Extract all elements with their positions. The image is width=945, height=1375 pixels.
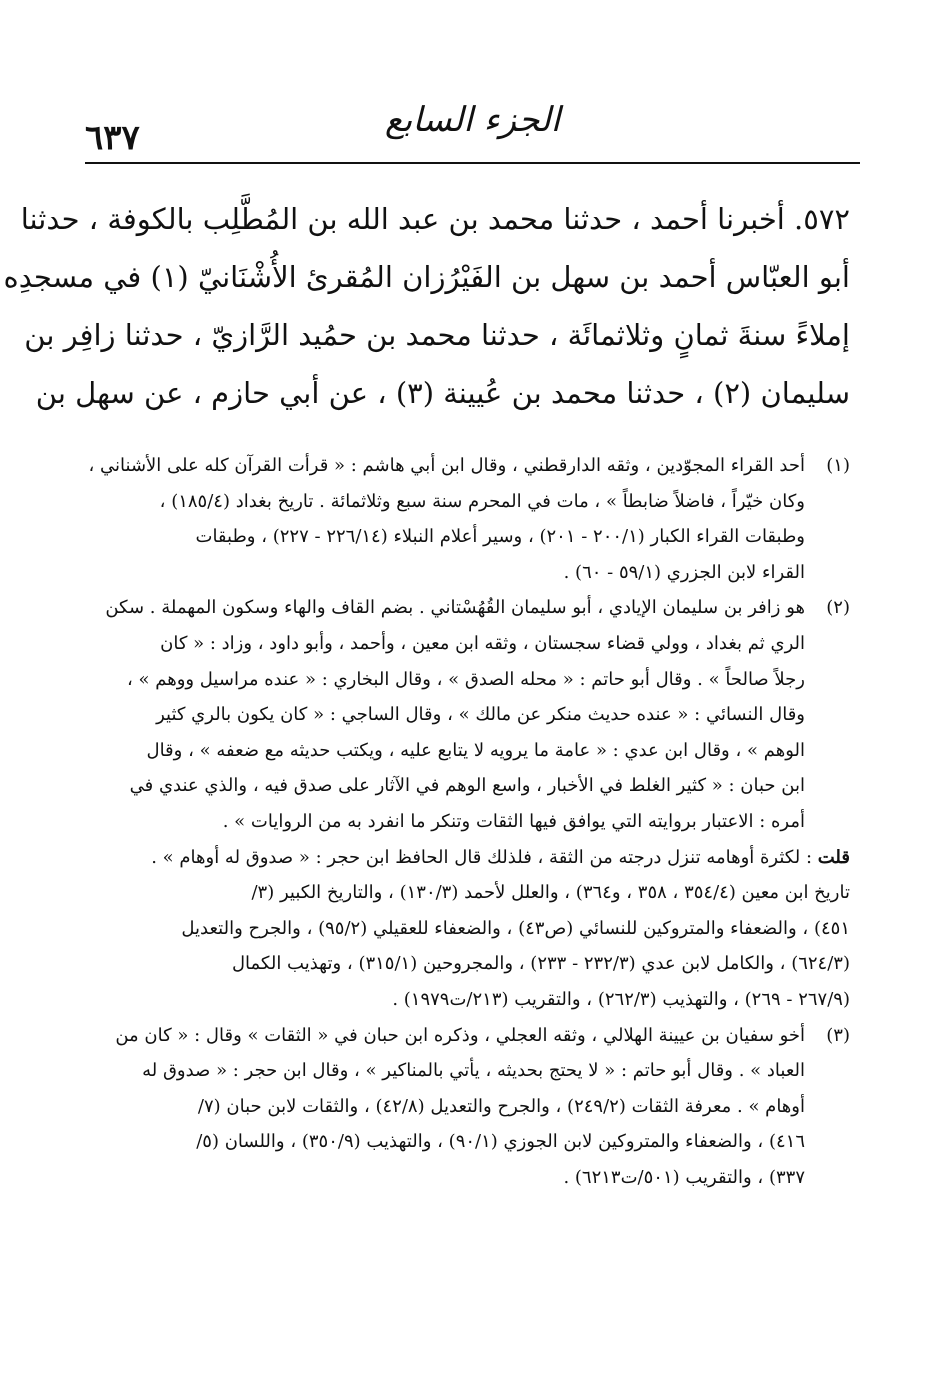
header-rule [85,162,860,164]
footnote-line: الري ثم بغداد ، وولي قضاء سجستان ، وثقه ابن معين ، وأحمد ، وأبو داود ، وزاد : « كان [160,632,805,654]
footnote-line: ٤١٦) ، والضعفاء والمتروكين لابن الجوزي (٩٠/١) ، والتهذيب (٣٥٠/٩) ، واللسان (٥/ [196,1131,805,1153]
hadith-line: إملاءً سنةَ ثمانٍ وثلاثمائَة ، حدثنا محمد بن حمُيد الرَّازيّ ، حدثنا زافِر بن [24,318,850,352]
footnote-line: أحد القراء المجوّدين ، وثقه الدارقطني ، وقال ابن أبي هاشم : « قرأت القرآن كله على الأشناني ، [88,455,805,476]
hadith-line: ٥٧٢. أخبرنا أحمد ، حدثنا محمد بن عبد الله بن المُطَّلِب بالكوفة ، حدثنا [20,202,850,236]
page-number: ٦٣٧ [85,118,140,158]
footnote-number: (٣) [826,1024,850,1046]
hadith-line: أبو العبّاس أحمد بن سهل بن الفَيْرُزان المُقرئ الأُشْنَانيّ (١) في مسجدِه [3,260,850,294]
footnote-line: (٦٢٤/٣) ، والكامل لابن عدي (٢٣٢/٣ - ٢٣٣) ، والمجروحين (٣١٥/١) ، وتهذيب الكمال [231,953,850,975]
editor-note-first-line [95,840,850,876]
page-header [85,100,860,160]
footnote-line: ابن حبان : « كثير الغلط في الأخبار ، واسع الوهم في الآثار على صدق فيه ، والذي عندي في [129,775,805,797]
footnote-line: تاريخ ابن معين (٣٥٤/٤ ، ٣٥٨ ، و٣٦٤) ، والعلل لأحمد (١٣٠/٣) ، والتاريخ الكبير (٣/ [251,882,850,904]
footnote-line: الوهم » ، وقال ابن عدي : « عامة ما يرويه لا يتابع عليه ، ويكتب حديثه مع ضعفه » ، وقال [146,739,805,761]
footnote-2 [95,590,850,839]
footnote-line: العباد » . وقال أبو حاتم : « لا يحتج بحديثه ، يأتي بالمناكير » ، وقال ابن حجر : « صدوق له [142,1060,805,1082]
footnote-number: (١) [826,455,850,476]
footnotes [88,448,850,1195]
footnote-line: وقال النسائي : « عنده حديث منكر عن مالك » ، وقال الساجي : « كان يكون بالري كثير [156,704,805,726]
footnote-line: القراء لابن الجزري (٥٩/١ - ٦٠) . [563,561,805,583]
footnote-line: (٢٦٧/٩ - ٢٦٩) ، والتهذيب (٢٦٢/٣) ، والتقريب (٢١٣/ت١٩٧٩) . [392,988,850,1010]
footnote-line: أوهام » . معرفة الثقات (٢٤٩/٢) ، والجرح والتعديل (٤٢/٨) ، والثقات لابن حبان (٧/ [197,1095,805,1117]
editor-note-text: : لكثرة أوهامه تنزل درجته من الثقة ، فلذلك قال الحافظ ابن حجر : « صدوق له أوهام » . [151,846,813,868]
footnote-line: وطبقات القراء الكبار (٢٠٠/١ - ٢٠١) ، وسير أعلام النبلاء (٢٢٦/١٤ - ٢٢٧) ، وطبقات [195,526,805,548]
footnote-1 [88,448,850,590]
editor-note [95,840,850,1018]
footnote-line: هو زافر بن سليمان الإيادي ، أبو سليمان القُهُسْتاني . بضم القاف والهاء وسكون المهملة . سكن [105,597,805,619]
hadith-text [3,190,850,422]
footnote-3 [95,1018,850,1196]
footnote-number: (٢) [826,597,850,619]
footnote-line: رجلاً صالحاً » . وقال أبو حاتم : « محله الصدق » ، وقال البخاري : « عنده مراسيل ووهم » ، [126,668,805,690]
footnote-line: ٣٣٧) ، والتقريب (٥٠١/ت٦٢١٣) . [563,1166,805,1188]
editor-note-label: قلت [817,846,850,868]
running-head: الجزء السابع [384,100,561,140]
footnote-line: أمره : الاعتبار بروايته التي يوافق فيها الثقات وتنكر ما انفرد به من الروايات » . [222,810,805,832]
footnote-line: أخو سفيان بن عيينة الهلالي ، وثقه العجلي ، وذكره ابن حبان في « الثقات » وقال : « كان من [115,1024,805,1046]
hadith-line: سليمان (٢) ، حدثنا محمد بن عُيينة (٣) ، عن أبي حازم ، عن سهل بن [35,376,850,410]
footnote-line: ٤٥١) ، والضعفاء والمتروكين للنسائي (ص٤٣) ، والضعفاء للعقيلي (٩٥/٢) ، والجرح والتعديل [181,917,850,939]
footnote-line: وكان خيّراً ، فاضلاً ضابطاً » ، مات في المحرم سنة سبع وثلاثمائة . تاريخ بغداد (١٨٥/٤) ، [159,490,805,512]
